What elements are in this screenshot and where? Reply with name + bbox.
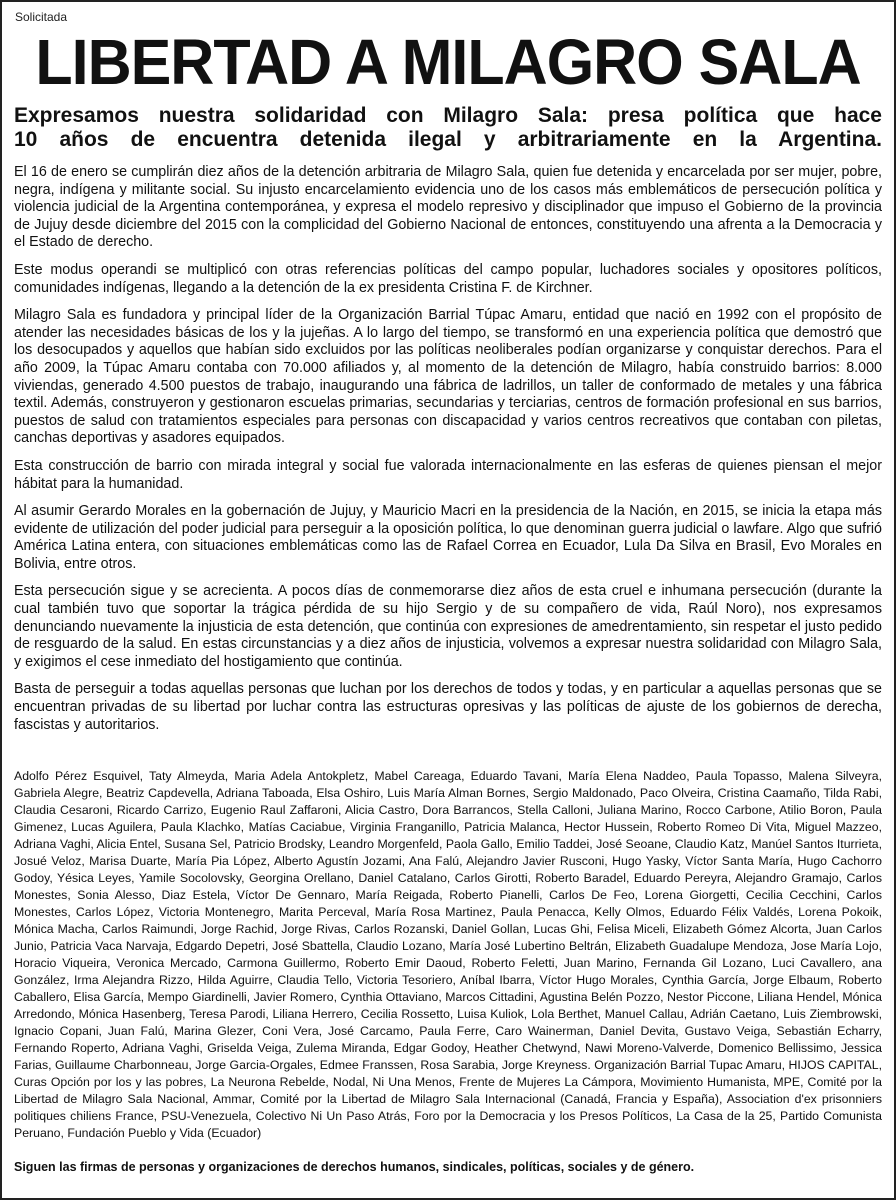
paragraph-5: Al asumir Gerardo Morales en la gobernación de Jujuy, y Mauricio Macri en la presidencia de la Nación, en 2015, se inicia la etapa más evidente de utilización del poder judicial para perseguir a la oposición política, lo que denominan guerra judicial o lawfare. Algo que sufrió América Latina entera, con situaciones emblemáticas como las de Rafael Correa en Ecuador, Lula Da Silva en Brasil, Evo Morales en Bolivia, entre otros.: [14, 503, 882, 572]
footer-note: Siguen las firmas de personas y organizaciones de derechos humanos, sindicales, políticas, sociales y de género.: [14, 1160, 695, 1174]
paragraph-2: Este modus operandi se multiplicó con otras referencias políticas del campo popular, luchadores sociales y opositores políticos, comunidades indígenas, llegando a la detención de la ex presidenta Cristina F. de Kirchner.: [14, 261, 882, 296]
paragraph-7: Basta de perseguir a todas aquellas personas que luchan por los derechos de todos y todas, y en particular a aquellas personas que se encuentran privadas de su libertad por luchar contra las estructuras opresivas y las políticas de ajuste de los gobiernos de derecha, fascistas y autoritarios.: [14, 681, 882, 733]
subheadline-line-2: 10 años de encuentra detenida ilegal y arbitrariamente en la Argentina.: [14, 128, 882, 151]
section-label: Solicitada: [15, 10, 68, 24]
subheadline: [14, 104, 882, 152]
paragraph-4: Esta construcción de barrio con mirada integral y social fue valorada internacionalmente en las esferas de quienes piensan el mejor hábitat para la humanidad.: [14, 457, 882, 492]
paragraph-6: Esta persecución sigue y se acrecienta. A pocos días de conmemorarse diez años de esta cruel e inhumana persecución (durante la cual también tuvo que soportar la trágica pérdida de su hijo Sergio y de su compañero de vida, Raúl Noro), nos expresamos denunciando nuevamente la injusticia de esta detención, que continúa con expresiones de amedrentamiento, sin respetar el justo pedido de resguardo de la salud. En estas circunstancias y a diez años de injusticia, volvemos a expresar nuestra solidaridad con Milagro Sala, y exigimos el cese inmediato del hostigamiento que continúa.: [14, 583, 882, 670]
paragraph-3: Milagro Sala es fundadora y principal líder de la Organización Barrial Túpac Amaru, entidad que nació en 1992 con el propósito de atender las necesidades básicas de los y la jujeñas. A lo largo del tiempo, se transformó en una experiencia política que demostró que los desocupados y aquellos que habían sido excluidos por las políticas neoliberales podían organizarse y conquistar derechos. Para el año 2009, la Túpac Amaru contaba con 70.000 afiliados y, al momento de la detención de Milagro, había construido barrios: 8.000 viviendas, generado 4.500 puestos de trabajo, inaugurando una fábrica de ladrillos, un taller de conformado de metales y una fábrica textil. Además, construyeron y gestionaron escuelas primarias, secundarias y terciarias, centros de formación profesional en sus barrios, puestos de salud con tratamientos especiales para personas con discapacidad y varios centros recreativos que contaban con piletas, canchas deportivas y asadores equipados.: [14, 307, 882, 447]
signatories-list: Adolfo Pérez Esquivel, Taty Almeyda, Maria Adela Antokpletz, Mabel Careaga, Eduardo Tavani, María Elena Naddeo, Paula Topasso, Malena Silveyra, Gabriela Alegre, Beatriz Capdevella, Adriana Taboada, Elsa Oshiro, Luis María Alman Bornes, Sergio Maldonado, Paco Olveira, Cristina Caamaño, Tilda Rabi, Claudia Cesaroni, Ricardo Carrizo, Eugenio Raul Zaffaroni, Alicia Castro, Dora Barrancos, Stella Calloni, Juliana Marino, Rocco Carbone, Atilio Boron, Paula Gimenez, Lucas Aguilera, Paula Klachko, Matías Caciabue, Virginia Franganillo, Patricia Malanca, Hector Hussein, Roberto Romeo Di Vita, Miguel Mazzeo, Adriana Vaghi, Alicia Entel, Susana Sel, Patricio Brodsky, Leandro Morgenfeld, Paola Gallo, Emilio Taddei, José Seoane, Claudio Katz, Manúel Santos Iturrieta, Josué Veloz, Marisa Duarte, María Pia López, Alberto Agustín Jozami, Ana Falú, Alejandro Javier Rusconi, Hugo Yasky, Víctor Santa María, Hugo Cachorro Godoy, Yésica Leyes, Yamile Socolovsky, Georgina Orellano, Daniel Catalano, Carlos Girotti, Roberto Baradel, Eduardo Pereyra, Alejandro Gramajo, Carlos Monestes, Sonia Alesso, Diaz Estela, Víctor De Gennaro, María Reigada, Roberto Pianelli, Carlos De Feo, Lorena Giorgetti, Cecilia Cecchini, Carlos Monestes, Carlos López, Victoria Montenegro, Marita Perceval, María Rosa Martinez, Paula Penacca, Kelly Olmos, Eduardo Félix Valdés, Lorena Pokoik, Mónica Macha, Carlos Raimundi, Jorge Rachid, Jorge Rivas, Carlos Rozanski, Daniel Gollan, Lucas Ghi, Felisa Miceli, Elizabeth Gómez Alcorta, Juan Carlos Junio, Patricia Vaca Narvaja, Edgardo Depetri, José Sbattella, Claudio Lozano, María José Lubertino Beltrán, Elizabeth Guadalupe Mendoza, Jose María Lojo, Horacio Viqueira, Veronica Mercado, Carmona Guillermo, Roberto Emir Daoud, Roberto Feletti, Juan Marino, Fernanda Gil Lozano, Luci Cavallero, ana González, Irma Alejandra Rizzo, Hilda Aguirre, Claudia Tello, Victoria Tesoriero, Aníbal Ibarra, Víctor Hugo Morales, Cynthia García, Jorge Elbaum, Roberto Caballero, Elisa García, Mempo Giardinelli, Javier Romero, Cynthia Ottaviano, Marcos Cittadini, Agustina Belén Pozzo, Nestor Piccone, Liliana Hendel, Mónica Arredondo, Mónica Hasenberg, Teresa Parodi, Liliana Herrero, Cecilia Rossetto, Luisa Kuliok, Lola Berthet, Manuel Callau, Adrián Caetano, Luis Ziembrowski, Ignacio Copani, Juan Falú, Marina Glezer, Coni Vera, José Carcamo, Paula Ferre, Caro Wainerman, Daniel Devita, Gustavo Veiga, Sebastián Echarry, Fernando Roperto, Adriana Vaghi, Griselda Veiga, Zulema Miranda, Edgar Godoy, Heather Chetwynd, Nawi Moreno-Valverde, Domenico Bellissimo, Jessica Farias, Guillaume Charbonneau, Jorge Garcia-Orgales, Edmee Franssen, Rosa Sarabia, Jorge Kreyness. Organización Barrial Tupac Amaru, HIJOS CAPITAL, Curas Opción por los y las pobres, La Neurona Rebelde, Nodal, Ni Una Menos, Frente de Mujeres La Cámpora, Movimiento Humanista, MPE, Comité por la Libertad de Milagro Sala Nacional, Ammar, Comité por la Libertad de Milagro Sala Internacional (Canadá, Francia y España), Association d'ex prisonniers politiques chiliens France, PSU-Venezuela, Colectivo Ni Un Paso Atrás, Foro por la Democracia y los Presos Políticos, La Casa de la 25, Partido Comunista Peruano, Fundación Pueblo y Vida (Ecuador): [14, 769, 882, 1140]
article-body: [14, 164, 882, 744]
paragraph-1: El 16 de enero se cumplirán diez años de la detención arbitraria de Milagro Sala, quien fue detenida y encarcelada por ser mujer, pobre, negra, indígena y militante social. Su injusto encarcelamiento evidencia uno de los casos más emblemáticos de persecución política y violencia judicial de la Argentina contemporánea, y expresa el modelo represivo y disciplinador que impuso el Gobierno de la provincia de Jujuy desde diciembre del 2015 con la complicidad del Gobierno Nacional de entonces, constituyendo una afrenta a la Democracia y el Estado de derecho.: [14, 164, 882, 251]
subheadline-line-1: Expresamos nuestra solidaridad con Milagro Sala: presa política que hace: [14, 104, 882, 127]
headline: LIBERTAD A MILAGRO SALA: [35, 26, 861, 98]
